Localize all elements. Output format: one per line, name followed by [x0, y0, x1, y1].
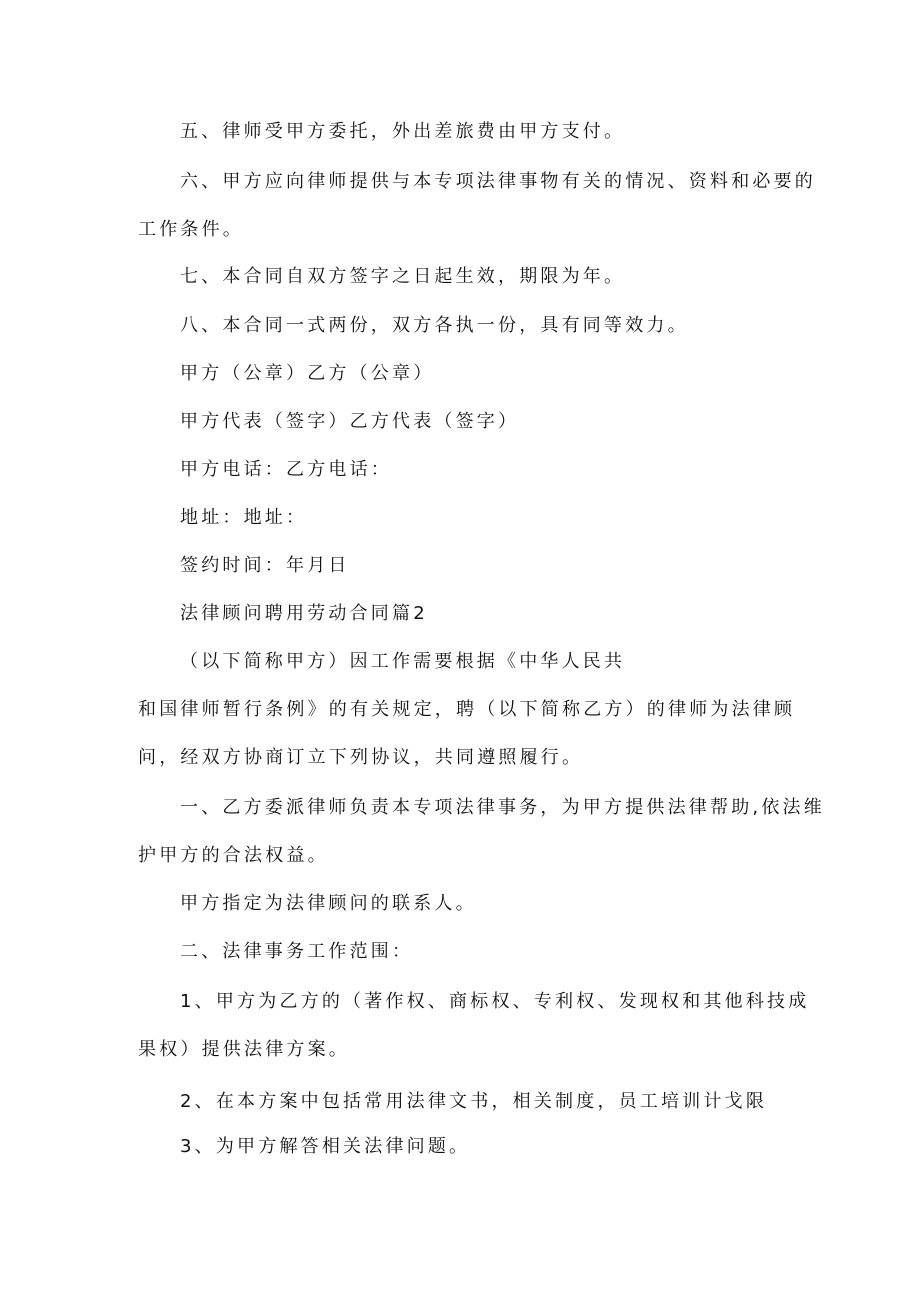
text-line: 甲方（公章）乙方（公章）	[180, 363, 435, 384]
text-line: 二、法律事务工作范围：	[180, 941, 414, 962]
text-line: 2、在本方案中包括常用法律文书，相关制度，员工培训计戈限	[180, 1091, 768, 1112]
text-line: 地址：地址：	[180, 507, 308, 528]
text-line: 3、为甲方解答相关法律问题。	[180, 1136, 471, 1157]
text-line: 1、甲方为乙方的（著作权、商标权、专利权、发现权和其他科技成	[180, 991, 810, 1012]
text-line: 护甲方的合法权益。	[138, 845, 329, 866]
text-line: 甲方代表（签字）乙方代表（签字）	[180, 411, 520, 432]
text-line: 八、本合同一式两份，双方各执一份，具有同等效力。	[180, 315, 689, 336]
text-line: 工作条件。	[138, 219, 244, 240]
text-line: 七、本合同自双方签字之日起生效，期限为年。	[180, 266, 626, 287]
text-line: 果权）提供法律方案。	[138, 1039, 350, 1060]
text-line: （以下简称甲方）因工作需要根据《中华人民共	[180, 651, 626, 672]
text-line: 签约时间：年月日	[180, 555, 350, 576]
text-line: 问，经双方协商订立下列协议，共同遵照履行。	[138, 747, 584, 768]
text-line: 五、律师受甲方委托，外出差旅费由甲方支付。	[180, 121, 626, 142]
text-line: 甲方指定为法律顾问的联系人。	[180, 893, 477, 914]
text-line: 一、乙方委派律师负责本专项法律事务，为甲方提供法律帮助,依法维	[180, 797, 825, 818]
text-line: 六、甲方应向律师提供与本专项法律事物有关的情况、资料和必要的	[180, 171, 816, 192]
section-heading: 法律顾问聘用劳动合同篇2	[180, 603, 428, 624]
text-line: 甲方电话：乙方电话：	[180, 459, 392, 480]
text-line: 和国律师暂行条例》的有关规定，聘（以下简称乙方）的律师为法律顾	[138, 699, 796, 720]
